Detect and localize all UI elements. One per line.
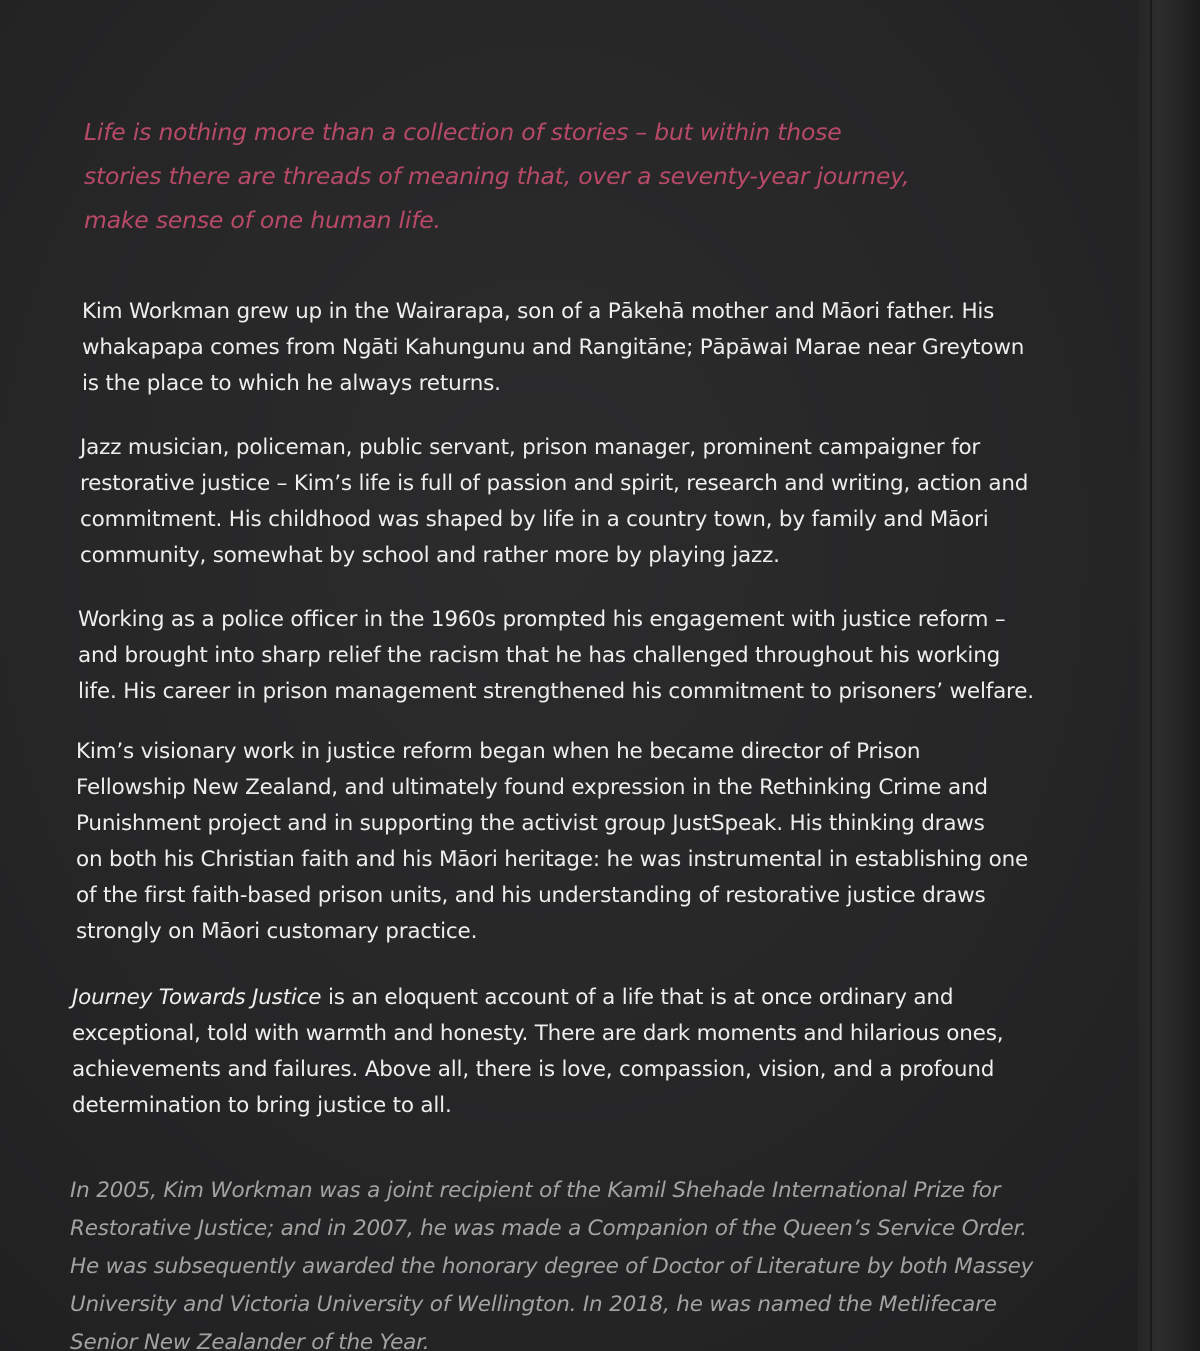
- book-title: Journey Towards Justice: [72, 985, 322, 1010]
- paragraph-line: whakapapa comes from Ngāti Kahungunu and Rangitāne; Pāpāwai Marae near Greytown: [82, 335, 1025, 360]
- paragraph-line: commitment. His childhood was shaped by life in a country town, by family and Māori: [80, 507, 989, 532]
- paragraph-line: Kim Workman grew up in the Wairarapa, son of a Pākehā mother and Māori father. His: [82, 299, 995, 324]
- epigraph-line: make sense of one human life.: [84, 206, 441, 234]
- blurb-paragraph-upbringing: [82, 294, 1072, 402]
- paragraph-line: Fellowship New Zealand, and ultimately found expression in the Rethinking Crime and: [76, 775, 988, 800]
- paragraph-line: life. His career in prison management strengthened his commitment to prisoners’ welfare.: [78, 679, 1034, 704]
- paragraph-line: Punishment project and in supporting the activist group JustSpeak. His thinking draws: [76, 811, 985, 836]
- bio-line: In 2005, Kim Workman was a joint recipient of the Kamil Shehade International Prize for: [70, 1178, 1001, 1203]
- paragraph-line: restorative justice – Kim’s life is full of passion and spirit, research and writing, action and: [80, 471, 1029, 496]
- bio-line: He was subsequently awarded the honorary degree of Doctor of Literature by both Massey: [70, 1254, 1034, 1279]
- paragraph-line: Jazz musician, policeman, public servant, prison manager, prominent campaigner for: [80, 435, 981, 460]
- paragraph-line: of the first faith-based prison units, and his understanding of restorative justice draws: [76, 883, 986, 908]
- author-bio: [70, 1172, 1070, 1351]
- paragraph-line: [72, 980, 1062, 1016]
- spine-edge: [1138, 0, 1200, 1351]
- paragraph-line: Working as a police officer in the 1960s prompted his engagement with justice reform –: [78, 607, 1006, 632]
- paragraph-line: achievements and failures. Above all, there is love, compassion, vision, and a profound: [72, 1057, 995, 1082]
- paragraph-line: Kim’s visionary work in justice reform began when he became director of Prison: [76, 739, 921, 764]
- spine-crease: [1150, 0, 1152, 1351]
- bio-line: Senior New Zealander of the Year.: [70, 1330, 430, 1351]
- epigraph-line: Life is nothing more than a collection of stories – but within those: [84, 118, 842, 146]
- paragraph-line: and brought into sharp relief the racism that he has challenged throughout his working: [78, 643, 1001, 668]
- blurb-paragraph-book-summary: [72, 980, 1062, 1124]
- epigraph-quote: [84, 110, 1034, 242]
- paragraph-line: exceptional, told with warmth and honesty. There are dark moments and hilarious ones,: [72, 1021, 1004, 1046]
- paragraph-line: strongly on Māori customary practice.: [76, 919, 478, 944]
- blurb-paragraph-career: [80, 430, 1070, 574]
- paragraph-line: community, somewhat by school and rather more by playing jazz.: [80, 543, 780, 568]
- epigraph-line: stories there are threads of meaning that, over a seventy-year journey,: [84, 162, 910, 190]
- blurb-paragraph-police: [78, 602, 1068, 710]
- paragraph-line: on both his Christian faith and his Māori heritage: he was instrumental in establishing one: [76, 847, 1029, 872]
- paragraph-line: determination to bring justice to all.: [72, 1093, 452, 1118]
- bio-line: University and Victoria University of Wellington. In 2018, he was named the Metlifecare: [70, 1292, 997, 1317]
- paragraph-line: is the place to which he always returns.: [82, 371, 501, 396]
- paragraph-line-rest: is an eloquent account of a life that is at once ordinary and: [321, 985, 954, 1010]
- bio-line: Restorative Justice; and in 2007, he was made a Companion of the Queen’s Service Order.: [70, 1216, 1027, 1241]
- blurb-paragraph-justice-reform: [76, 734, 1066, 950]
